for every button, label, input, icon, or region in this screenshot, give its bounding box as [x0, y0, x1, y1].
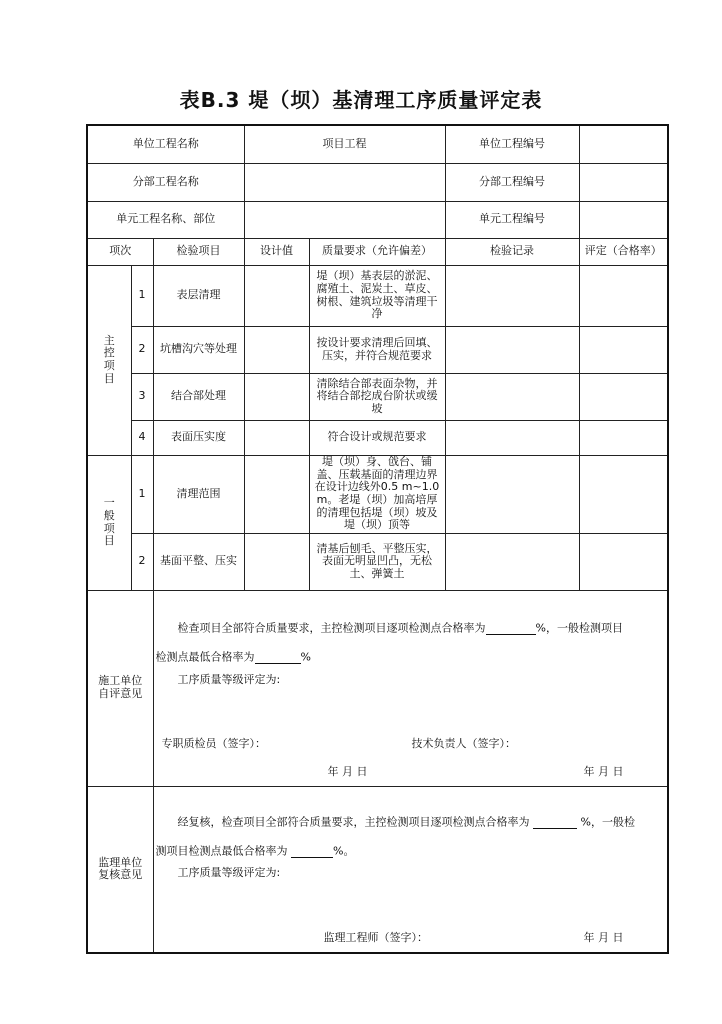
design-value-cell[interactable] — [244, 326, 309, 373]
sub-project-name-label: 分部工程名称 — [87, 163, 244, 201]
contractor-opinion-row — [87, 590, 668, 786]
quality-requirement: 清基后刨毛、平整压实，表面无明显凹凸，无松土、弹簧土 — [309, 533, 445, 590]
evaluation-cell[interactable] — [579, 373, 668, 420]
inspection-record-cell[interactable] — [445, 533, 579, 590]
unit-project-code-label: 单位工程编号 — [445, 125, 579, 163]
check-item: 基面平整、压实 — [153, 533, 244, 590]
col-inspection-record: 检验记录 — [445, 238, 579, 265]
contractor-date-2[interactable]: 年 月 日 — [583, 764, 624, 778]
item-no: 2 — [131, 533, 153, 590]
evaluation-cell[interactable] — [579, 533, 668, 590]
main-item-row-3 — [87, 373, 668, 420]
check-item: 表层清理 — [153, 265, 244, 326]
evaluation-cell[interactable] — [579, 326, 668, 373]
evaluation-cell[interactable] — [579, 265, 668, 326]
contractor-opinion[interactable] — [153, 590, 668, 786]
contractor-line-3: 工序质量等级评定为: — [177, 672, 281, 686]
col-design-value: 设计值 — [244, 238, 309, 265]
item-no: 1 — [131, 265, 153, 326]
unit-project-code-value[interactable] — [579, 125, 668, 163]
supervisor-line-2: 测项目检测点最低合格率为 %。 — [155, 843, 355, 857]
general-pass-rate-blank[interactable] — [255, 651, 301, 664]
sub-project-code-value[interactable] — [579, 163, 668, 201]
design-value-cell[interactable] — [244, 533, 309, 590]
general-items-group-label: 一 般 项 目 — [87, 455, 131, 590]
quality-requirement: 按设计要求清理后回填、压实，并符合规范要求 — [309, 326, 445, 373]
supervisor-opinion[interactable] — [153, 786, 668, 953]
general-item-row-2 — [87, 533, 668, 590]
unit-project-row — [87, 125, 668, 163]
design-value-cell[interactable] — [244, 420, 309, 455]
sub-project-code-label: 分部工程编号 — [445, 163, 579, 201]
col-quality-req: 质量要求（允许偏差） — [309, 238, 445, 265]
inspection-record-cell[interactable] — [445, 455, 579, 533]
quality-requirement: 清除结合部表面杂物，并将结合部挖成台阶状或缓坡 — [309, 373, 445, 420]
col-evaluation: 评定（合格率） — [579, 238, 668, 265]
element-project-code-value[interactable] — [579, 201, 668, 238]
contractor-line-2: 检测点最低合格率为 % — [155, 649, 311, 663]
element-project-name-label: 单元工程名称、部位 — [87, 201, 244, 238]
check-item: 表面压实度 — [153, 420, 244, 455]
col-check-item: 检验项目 — [153, 238, 244, 265]
check-item: 清理范围 — [153, 455, 244, 533]
design-value-cell[interactable] — [244, 265, 309, 326]
quality-inspector-signature[interactable]: 专职质检员（签字）： — [161, 736, 266, 750]
supervisor-engineer-signature[interactable]: 监理工程师（签字）： — [323, 930, 428, 944]
supervisor-general-rate-blank[interactable] — [291, 845, 333, 858]
main-pass-rate-blank[interactable] — [486, 622, 536, 635]
contractor-label: 施工单位 自评意见 — [87, 590, 153, 786]
item-no: 4 — [131, 420, 153, 455]
design-value-cell[interactable] — [244, 455, 309, 533]
page-title: 表B.3 堤（坝）基清理工序质量评定表 — [179, 88, 543, 112]
supervisor-line-1: 经复核，检查项目全部符合质量要求，主控检测项目逐项检测点合格率为 %，一般检 — [177, 814, 635, 828]
unit-project-name-label: 单位工程名称 — [87, 125, 244, 163]
column-header-row — [87, 238, 668, 265]
contractor-line-1: 检查项目全部符合质量要求，主控检测项目逐项检测点合格率为 %，一般检测项目 — [177, 620, 623, 634]
element-project-name-value[interactable] — [244, 201, 445, 238]
supervisor-main-rate-blank[interactable] — [533, 816, 577, 829]
sub-project-row — [87, 163, 668, 201]
quality-requirement: 符合设计或规范要求 — [309, 420, 445, 455]
evaluation-cell[interactable] — [579, 455, 668, 533]
quality-requirement: 堤（坝）基表层的淤泥、腐殖土、泥炭土、草皮、树根、建筑垃圾等清理干净 — [309, 265, 445, 326]
item-no: 2 — [131, 326, 153, 373]
supervisor-date[interactable]: 年 月 日 — [583, 930, 624, 944]
element-project-code-label: 单元工程编号 — [445, 201, 579, 238]
quality-requirement: 堤（坝）身、戗台、铺盖、压载基面的清理边界在设计边线外0.5 m~1.0 m。老堤（坝）加高培厚的清理包括堤（坝）坡及堤（坝）顶等 — [309, 455, 445, 533]
item-no: 1 — [131, 455, 153, 533]
inspection-record-cell[interactable] — [445, 373, 579, 420]
inspection-record-cell[interactable] — [445, 420, 579, 455]
supervisor-opinion-row — [87, 786, 668, 953]
design-value-cell[interactable] — [244, 373, 309, 420]
main-item-row-1 — [87, 265, 668, 326]
col-item-order: 项次 — [87, 238, 153, 265]
check-item: 结合部处理 — [153, 373, 244, 420]
sub-project-name-value[interactable] — [244, 163, 445, 201]
supervisor-label: 监理单位 复核意见 — [87, 786, 153, 953]
inspection-record-cell[interactable] — [445, 326, 579, 373]
main-item-row-4 — [87, 420, 668, 455]
item-no: 3 — [131, 373, 153, 420]
evaluation-cell[interactable] — [579, 420, 668, 455]
contractor-date-1[interactable]: 年 月 日 — [327, 764, 368, 778]
main-items-group-label: 主 控 项 目 — [87, 265, 131, 455]
check-item: 坑槽沟穴等处理 — [153, 326, 244, 373]
unit-project-name-value[interactable]: 项目工程 — [244, 125, 445, 163]
general-item-row-1 — [87, 455, 668, 533]
inspection-record-cell[interactable] — [445, 265, 579, 326]
main-item-row-2 — [87, 326, 668, 373]
supervisor-line-3: 工序质量等级评定为: — [177, 865, 281, 879]
evaluation-form — [86, 124, 669, 954]
tech-lead-signature[interactable]: 技术负责人（签字）： — [411, 736, 516, 750]
element-project-row — [87, 201, 668, 238]
